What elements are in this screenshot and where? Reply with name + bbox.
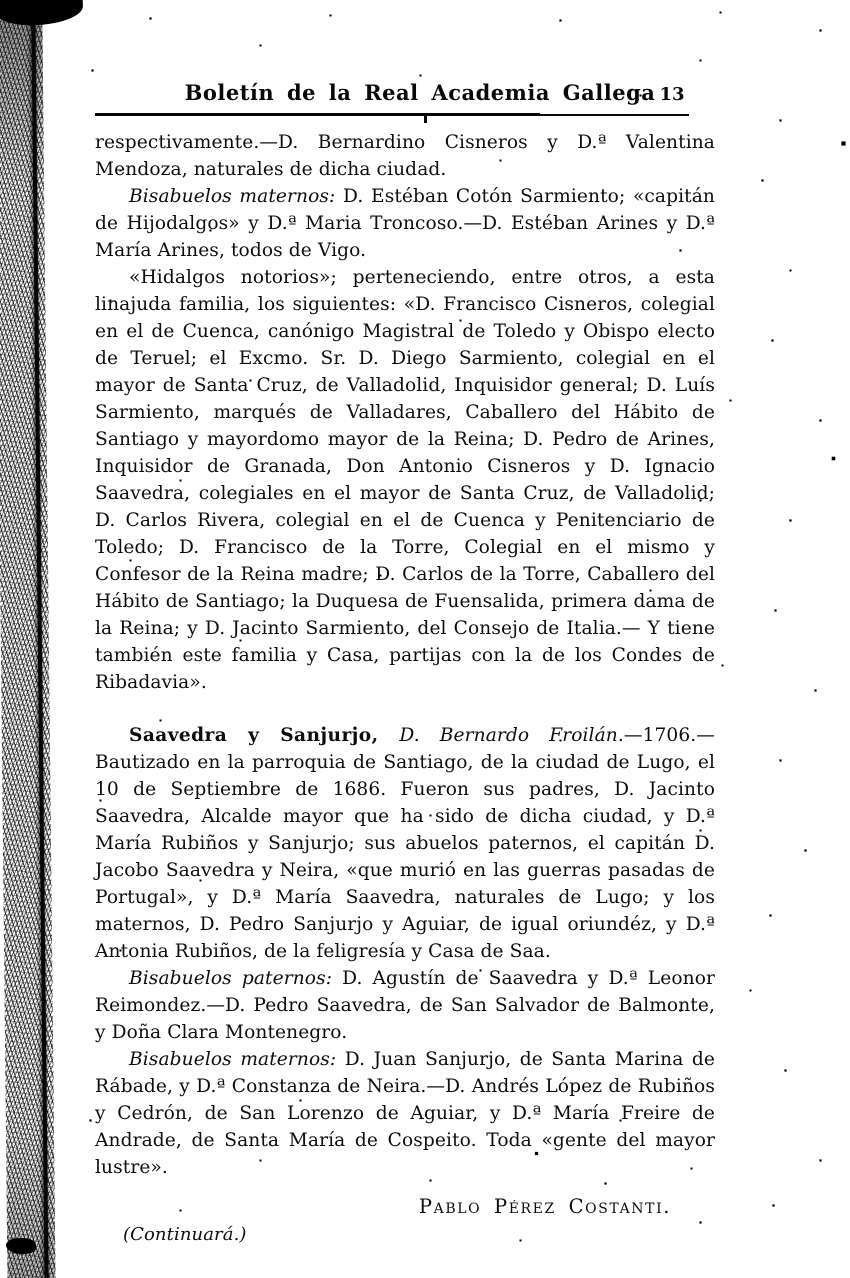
scan-speckles (0, 0, 1, 1)
entry-heading: Saavedra y Sanjurjo, (129, 725, 400, 746)
page-number: 13 (659, 84, 685, 105)
paragraph-bisabuelos-paternos (95, 965, 715, 1046)
text-run-italic: Bisabuelos paternos: (129, 968, 333, 989)
paragraph-saavedra-y-sanjurjo-entry (95, 722, 715, 965)
text-run: «Hidalgos notorios»; perteneciendo, entre otros, a esta linajuda familia, los siguientes: «D. Francisco Cisneros, colegial en el de Cuenca, canónigo Magistral de Toledo y Obispo electo de Teruel; el Excmo. Sr. D. Diego Sarmiento, colegial en el mayor de Santa Cruz, de Valladolid, Inquisidor general; D. Luís Sarmiento, marqués de Valladares, Caballero del Hábito de Santiago y mayordomo mayor de la Reina; D. Pedro de Arines, Inquisidor de Granada, Don Antonio Cisneros y D. Ignacio Saavedra, colegiales en el mayor de Santa Cruz, de Valladolid; D. Carlos Rivera, colegial en el de Cuenca y Penitenciario de Toledo; D. Francisco de la Torre, Colegial en el mismo y Confesor de la Reina madre; D. Carlos de la Torre, Caballero del Hábito de Santiago; la Duquesa de Fuensalida, primera dama de la Reina; y D. Jacinto Sarmiento, del Consejo de Italia.— Y tiene también este familia y Casa, partijas con la de los Condes de Ribadavia». (95, 267, 715, 693)
scan-bottom-blob (6, 1238, 36, 1254)
binding-shade (0, 0, 56, 1278)
article-body (95, 129, 715, 1248)
paragraph-bisabuelos-maternos-1 (95, 183, 715, 264)
text-run: respectivamente.—D. Bernardino Cisneros y D.ª Valentina Mendoza, naturales de dicha ciudad. (95, 132, 715, 180)
header-rule-thin (538, 114, 689, 116)
journal-title: Boletín de la Real Academia Gallega (184, 80, 656, 105)
text-run: .—1706.—Bautizado en la parroquia de Santiago, de la ciudad de Lugo, el 10 de Septiembre de 1686. Fueron sus padres, D. Jacinto Saavedra, Alcalde mayor que ha sido de dicha ciudad, y D.ª María Rubiños y Sanjurjo; sus abuelos paternos, el capitán D. Jacobo Saavedra y Neira, «que murió en las guerras pasadas de Portugal», y D.ª María Saavedra, naturales de Lugo; y los maternos, D. Pedro Sanjurjo y Aguiar, de igual oriundéz, y D.ª Antonia Rubiños, de la feligresía y Casa de Saa. (95, 725, 715, 962)
paragraph-continuation (95, 129, 715, 183)
header-rule (95, 113, 540, 116)
paragraph-hidalgos-notorios (95, 264, 715, 696)
header-rule-tick (424, 116, 427, 123)
text-run: D. Agustín de Saavedra y D.ª Leonor Reimondez.—D. Pedro Saavedra, de San Salvador de Balmonte, y Doña Clara Montenegro. (95, 968, 715, 1043)
text-run-italic: Bisabuelos maternos: (129, 186, 336, 207)
continuation-note: (Continuará.) (123, 1224, 247, 1245)
author-signature: Pablo Pérez Costanti. (418, 1195, 671, 1218)
paragraph-bisabuelos-maternos-2 (95, 1046, 715, 1181)
text-run: D. Estéban Cotón Sarmiento; «capitán de Hijodalgos» y D.ª Maria Troncoso.—D. Estéban Arines y D.ª María Arines, todos de Vigo. (95, 186, 715, 261)
book-binding-edge (0, 0, 56, 1278)
scan-corner-blob (0, 0, 84, 27)
text-run: D. Juan Sanjurjo, de Santa Marina de Rábade, y D.ª Constanza de Neira.—D. Andrés López de Rubiños y Cedrón, de San Lorenzo de Aguiar, y D.ª María Freire de Andrade, de Santa María de Cospeito. Toda «gente del mayor lustre». (95, 1049, 715, 1178)
text-run-italic: Bisabuelos maternos: (129, 1049, 337, 1070)
entry-subject-name: D. Bernardo Froilán (399, 725, 618, 746)
